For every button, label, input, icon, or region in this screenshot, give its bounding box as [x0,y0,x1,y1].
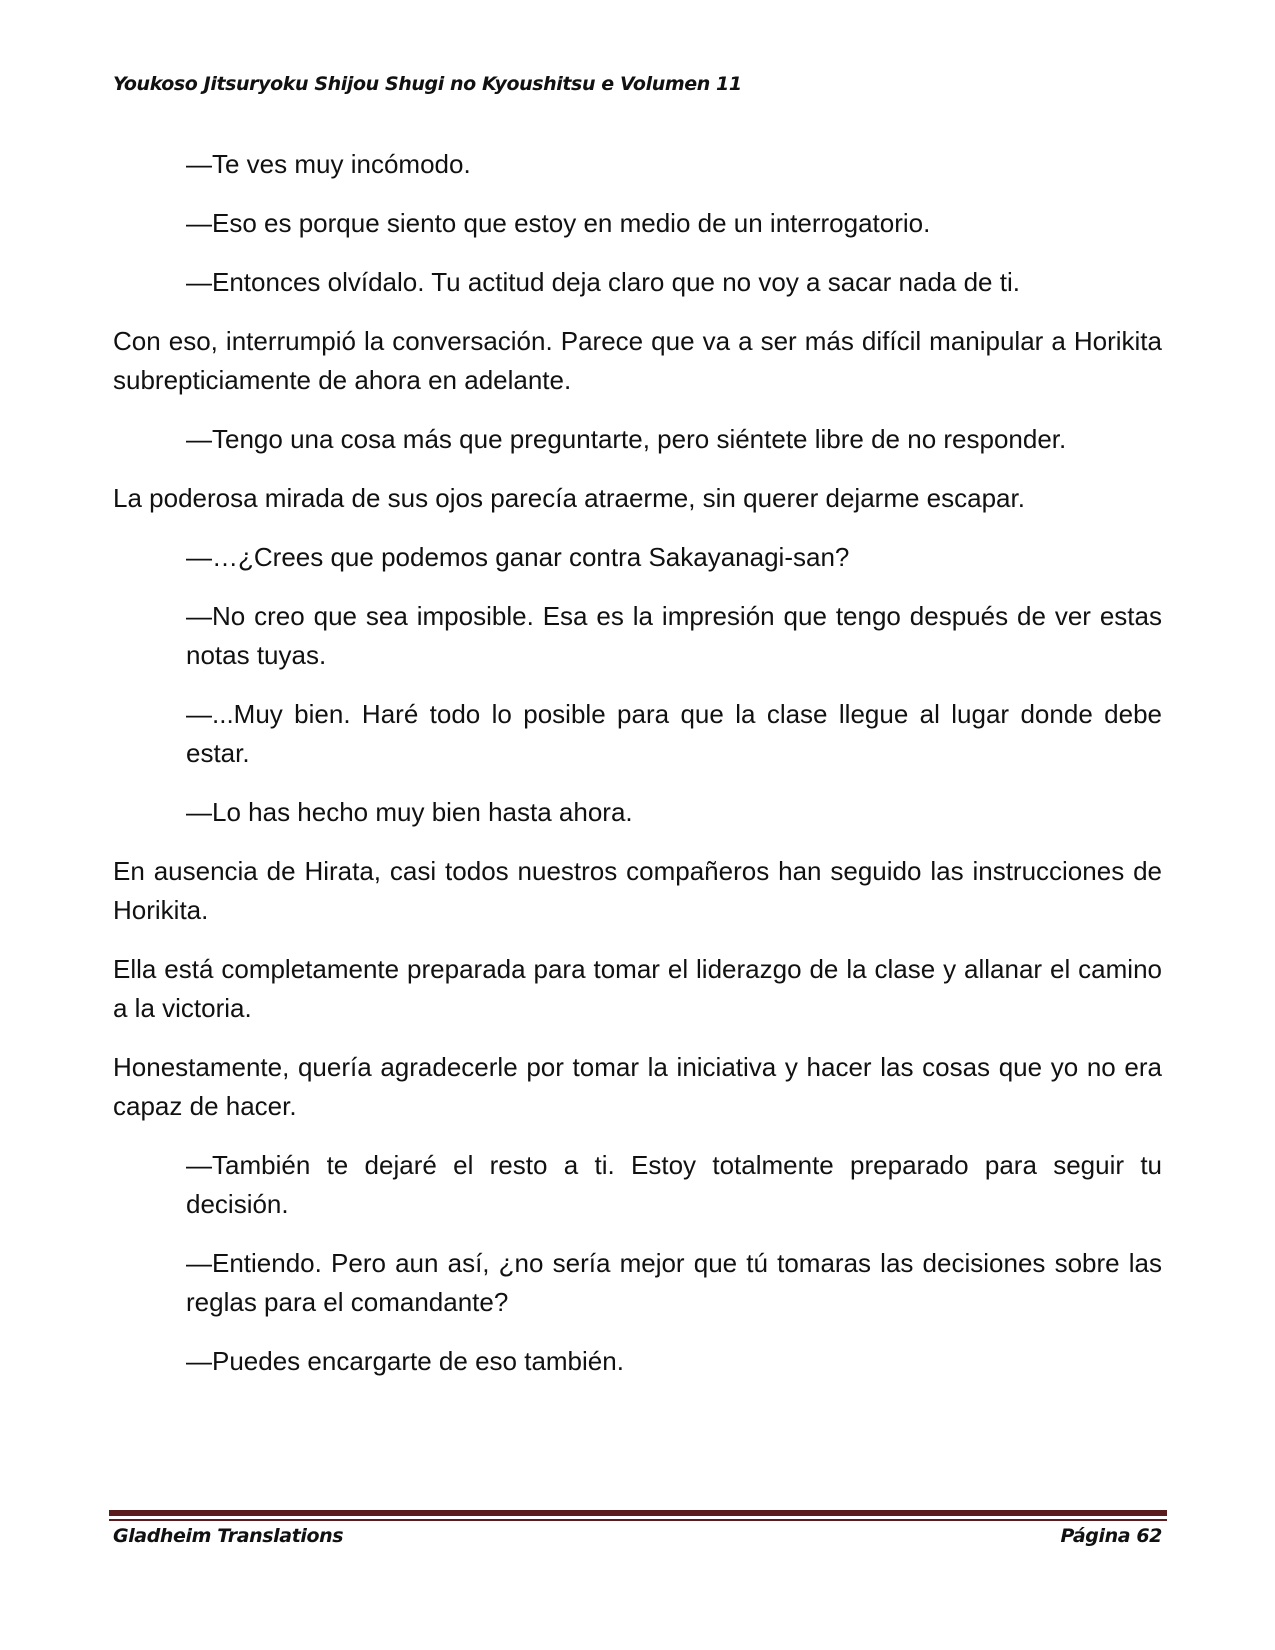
paragraph: —…¿Crees que podemos ganar contra Sakayanagi-san? [186,542,850,572]
paragraph: —Entiendo. Pero aun así, ¿no sería mejor que tú tomaras las decisiones sobre las reglas para el comandante? [186,1248,1162,1317]
page-footer [113,1525,1162,1547]
paragraph: La poderosa mirada de sus ojos parecía atraerme, sin querer dejarme escapar. [113,483,1025,513]
paragraph: —También te dejaré el resto a ti. Estoy totalmente preparado para seguir tu decisión. [186,1150,1162,1219]
running-header: Youkoso Jitsuryoku Shijou Shugi no Kyoushitsu e Volumen 11 [113,73,742,95]
paragraph: —Entonces olvídalo. Tu actitud deja claro que no voy a sacar nada de ti. [186,267,1020,297]
paragraph: —...Muy bien. Haré todo lo posible para que la clase llegue al lugar donde debe estar. [186,699,1162,768]
paragraph: —Puedes encargarte de eso también. [186,1346,624,1376]
page-body [113,145,1162,1401]
paragraph: En ausencia de Hirata, casi todos nuestros compañeros han seguido las instrucciones de Horikita. [113,856,1162,925]
paragraph: Ella está completamente preparada para tomar el liderazgo de la clase y allanar el camino a la victoria. [113,954,1162,1023]
page-number: Página 62 [1060,1525,1162,1547]
footer-credit: Gladheim Translations [113,1525,344,1547]
paragraph: —Tengo una cosa más que preguntarte, pero siéntete libre de no responder. [186,424,1067,454]
paragraph: —Eso es porque siento que estoy en medio de un interrogatorio. [186,208,931,238]
footer-divider-thin [109,1519,1167,1521]
paragraph: Honestamente, quería agradecerle por tomar la iniciativa y hacer las cosas que yo no era capaz de hacer. [113,1052,1162,1121]
paragraph: —Lo has hecho muy bien hasta ahora. [186,797,633,827]
paragraph: —Te ves muy incómodo. [186,149,471,179]
paragraph: Con eso, interrumpió la conversación. Parece que va a ser más difícil manipular a Horikita subrepticiamente de ahora en adelante. [113,326,1162,395]
footer-divider-thick [109,1510,1167,1516]
paragraph: —No creo que sea imposible. Esa es la impresión que tengo después de ver estas notas tuyas. [186,601,1162,670]
